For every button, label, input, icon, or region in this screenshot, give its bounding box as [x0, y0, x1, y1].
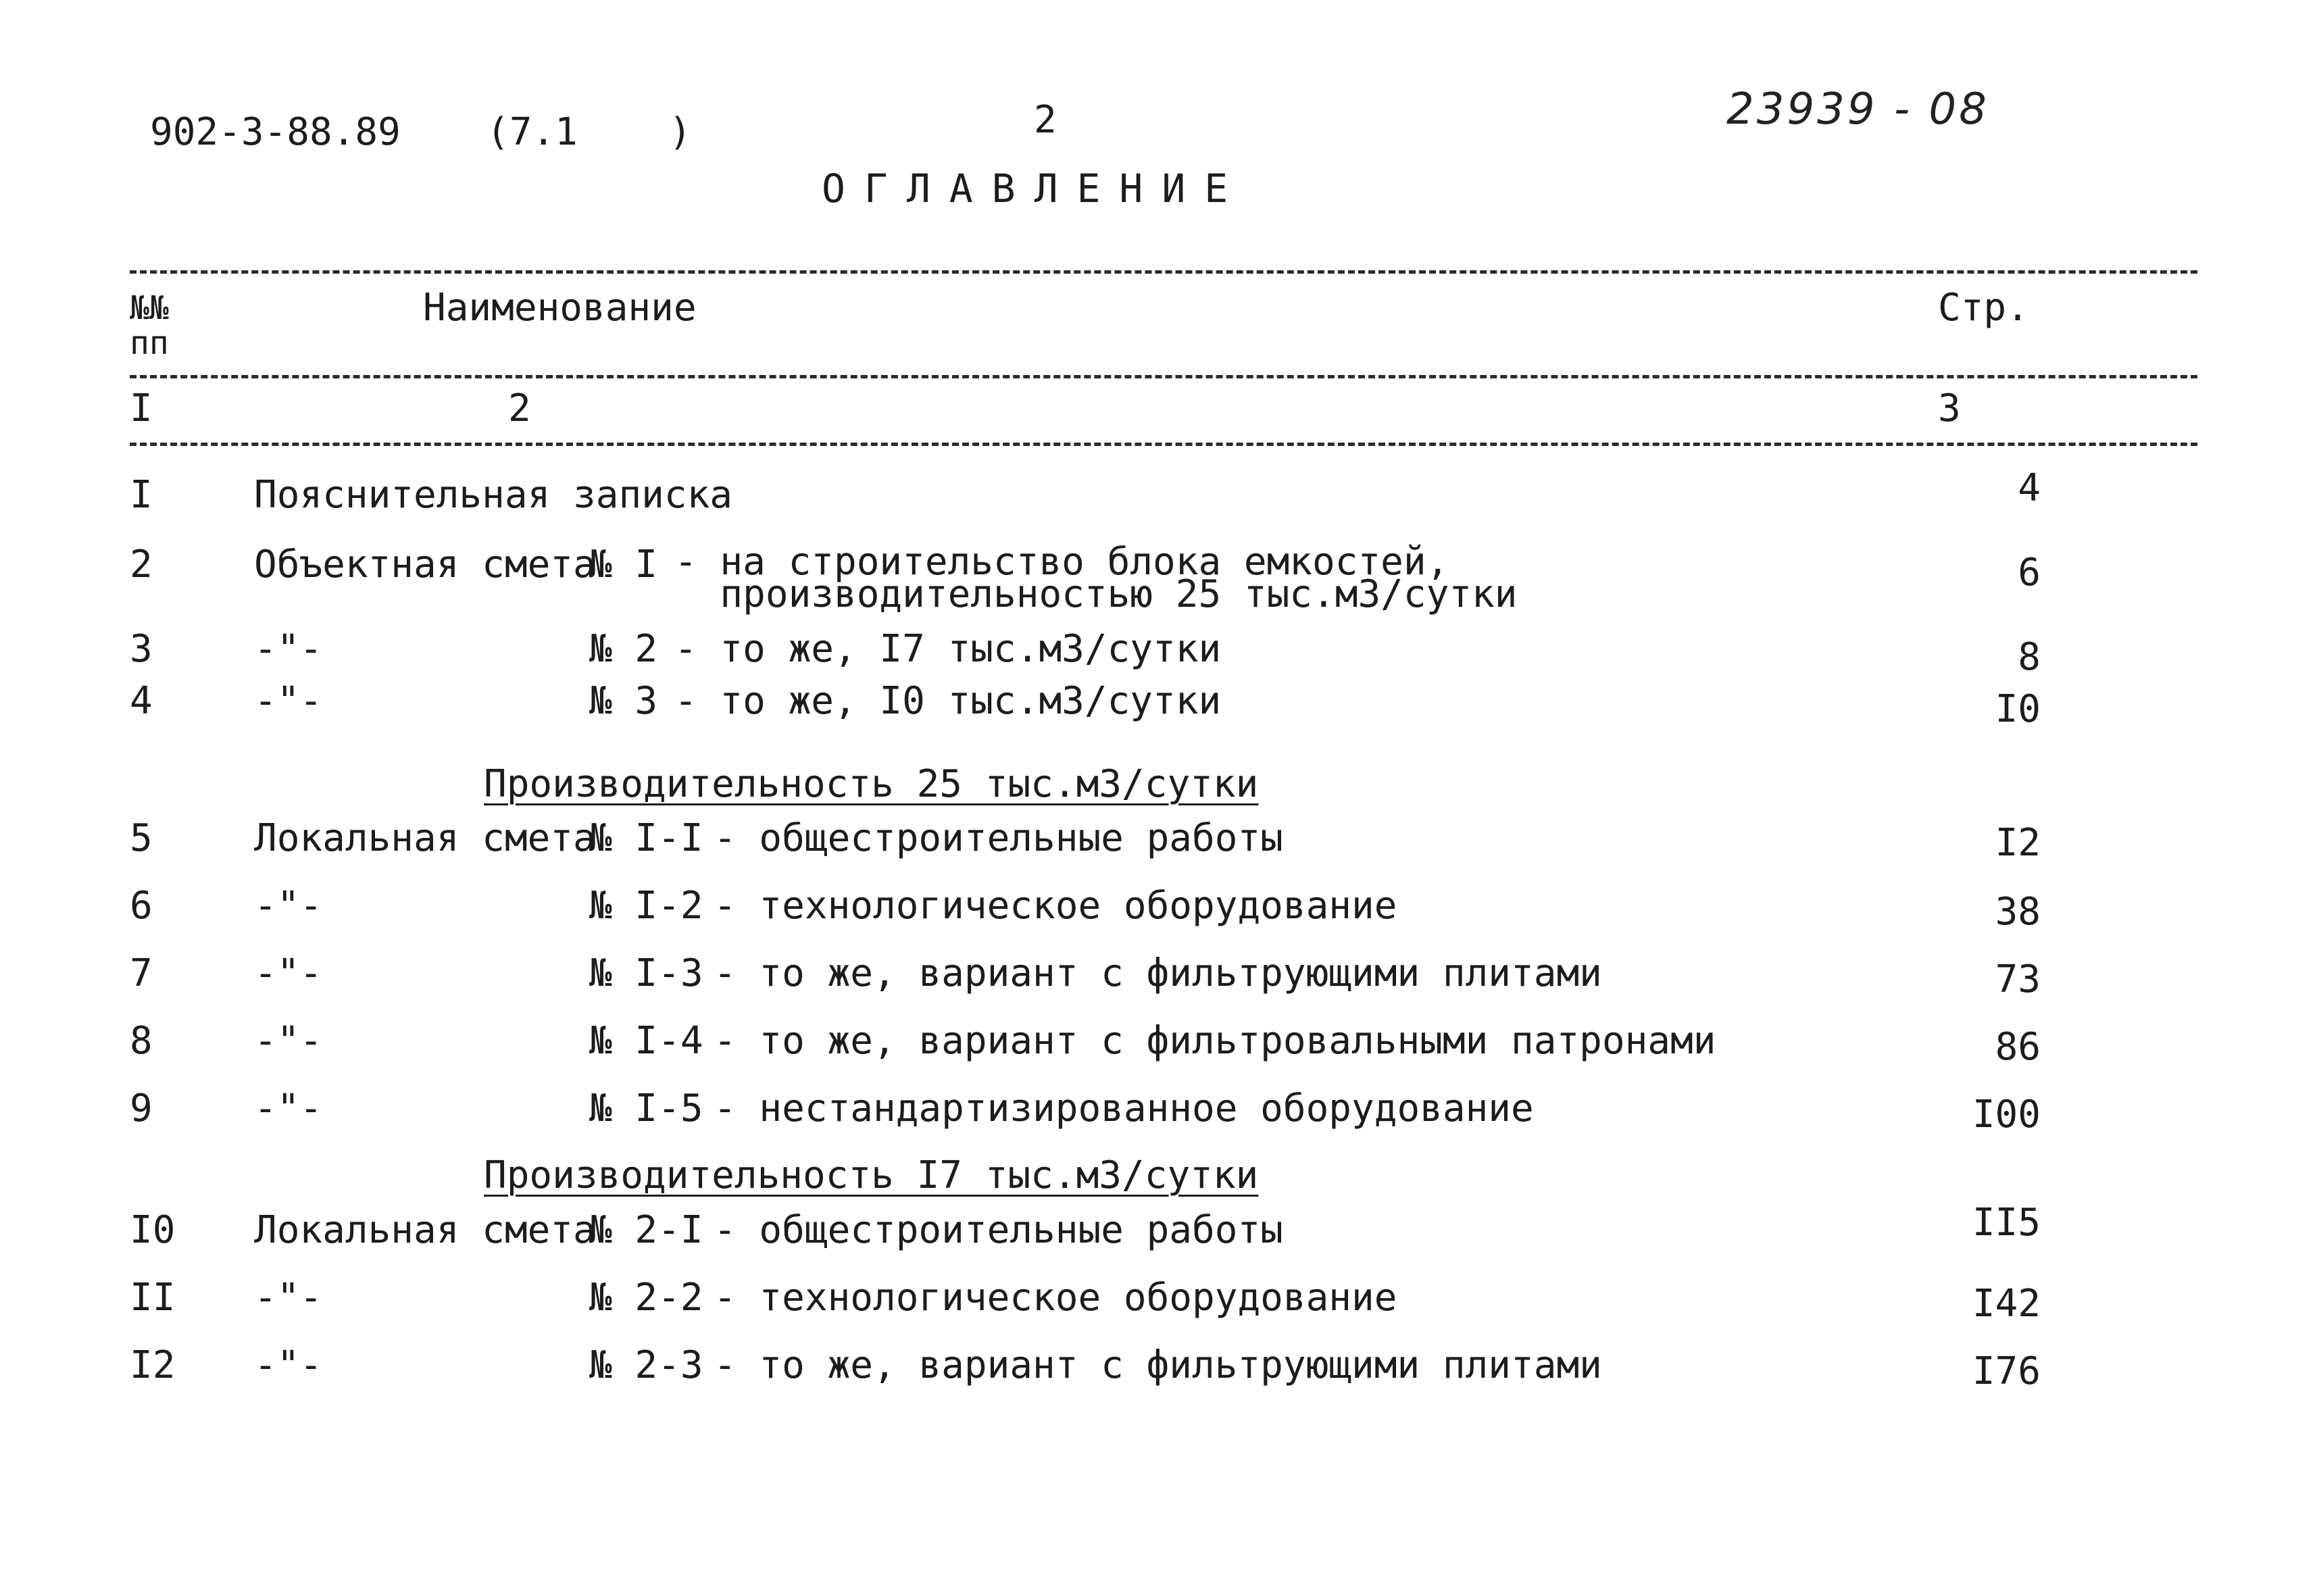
- row-estimate-number: № 2-3: [589, 1343, 703, 1387]
- row-page: 8: [2018, 635, 2041, 679]
- row-prefix: -"-: [254, 1276, 323, 1320]
- row-page: I00: [1972, 1093, 2041, 1137]
- row-number: I: [130, 473, 153, 517]
- row-number: II: [130, 1276, 176, 1320]
- row-estimate-number: № I-2: [589, 884, 703, 928]
- row-estimate-number: № I-4: [589, 1019, 703, 1063]
- row-estimate-number: № 2: [589, 627, 658, 671]
- row-page: 73: [1995, 957, 2041, 1001]
- row-prefix: Локальная смета: [254, 816, 596, 860]
- row-description: - то же, I7 тыс.м3/сутки: [674, 627, 1222, 671]
- row-number: 7: [130, 951, 153, 995]
- row-number: 9: [130, 1087, 153, 1130]
- column-number-2: 2: [508, 386, 531, 430]
- row-number: I2: [130, 1343, 176, 1387]
- row-estimate-number: № 2-I: [589, 1208, 703, 1252]
- document-title: ОГЛАВЛЕНИЕ: [822, 166, 1247, 211]
- row-number: 4: [130, 679, 153, 723]
- row-number: 3: [130, 627, 153, 671]
- row-page: 86: [1995, 1025, 2041, 1069]
- row-page: 6: [2018, 551, 2041, 595]
- row-number: 5: [130, 816, 153, 860]
- row-prefix: -"-: [254, 884, 323, 928]
- row-page: I76: [1972, 1349, 2041, 1393]
- row-estimate-number: № I-3: [589, 951, 703, 995]
- row-number: 2: [130, 543, 153, 587]
- row-name: Пояснительная записка: [254, 473, 733, 517]
- row-description: - нестандартизированное оборудование: [714, 1087, 1534, 1130]
- row-estimate-number: № 2-2: [589, 1276, 703, 1320]
- column-header-name: Наименование: [423, 286, 697, 330]
- row-estimate-number: № I: [589, 543, 658, 587]
- row-estimate-number: № 3: [589, 679, 658, 723]
- row-page: I0: [1995, 687, 2041, 731]
- page-number: 2: [1034, 98, 1057, 142]
- dashed-rule: [130, 375, 2197, 378]
- row-page: I42: [1972, 1282, 2041, 1326]
- row-prefix: Локальная смета: [254, 1208, 596, 1252]
- row-prefix: -"-: [254, 627, 323, 671]
- row-prefix: -"-: [254, 1087, 323, 1130]
- row-prefix: Объектная смета: [254, 543, 596, 587]
- dashed-rule: [130, 270, 2197, 274]
- row-estimate-number: № I-I: [589, 816, 703, 860]
- row-description: - технологическое оборудование: [714, 1276, 1397, 1320]
- row-page: 4: [2018, 466, 2041, 510]
- row-prefix: -"-: [254, 679, 323, 723]
- row-estimate-number: № I-5: [589, 1087, 703, 1130]
- row-description: - то же, вариант с фильтрующими плитами: [714, 1343, 1602, 1387]
- column-number-1: I: [130, 386, 153, 430]
- row-page: I2: [1995, 821, 2041, 865]
- row-prefix: -"-: [254, 1343, 323, 1387]
- row-description: - технологическое оборудование: [714, 884, 1397, 928]
- row-prefix: -"-: [254, 1019, 323, 1063]
- document-code: 902-3-88.89: [150, 110, 401, 154]
- row-prefix: -"-: [254, 951, 323, 995]
- row-description: - то же, вариант с фильтрующими плитами: [714, 951, 1602, 995]
- row-description: - то же, I0 тыс.м3/сутки: [674, 679, 1222, 723]
- column-header-page: Стр.: [1938, 286, 2029, 330]
- section-title: Производительность 25 тыс.м3/сутки: [484, 762, 1259, 806]
- row-description: - то же, вариант с фильтровальными патронами: [714, 1019, 1716, 1063]
- column-header-number: №№ пп: [130, 289, 169, 362]
- row-number: 8: [130, 1019, 153, 1063]
- section-title: Производительность I7 тыс.м3/сутки: [484, 1153, 1259, 1197]
- column-number-3: 3: [1938, 386, 1961, 430]
- row-description: - общестроительные работы: [714, 1208, 1283, 1252]
- handwritten-number: 23939 - 08: [1726, 84, 1989, 134]
- row-number: 6: [130, 884, 153, 928]
- row-description: - общестроительные работы: [714, 816, 1283, 860]
- volume-number: (7.1 ): [487, 110, 692, 154]
- row-number: I0: [130, 1208, 176, 1252]
- dashed-rule: [130, 443, 2197, 446]
- row-page: 38: [1995, 890, 2041, 934]
- row-description: - на строительство блока емкостей, производительностью 25 тыс.м3/сутки: [674, 540, 1518, 616]
- row-page: II5: [1972, 1201, 2041, 1245]
